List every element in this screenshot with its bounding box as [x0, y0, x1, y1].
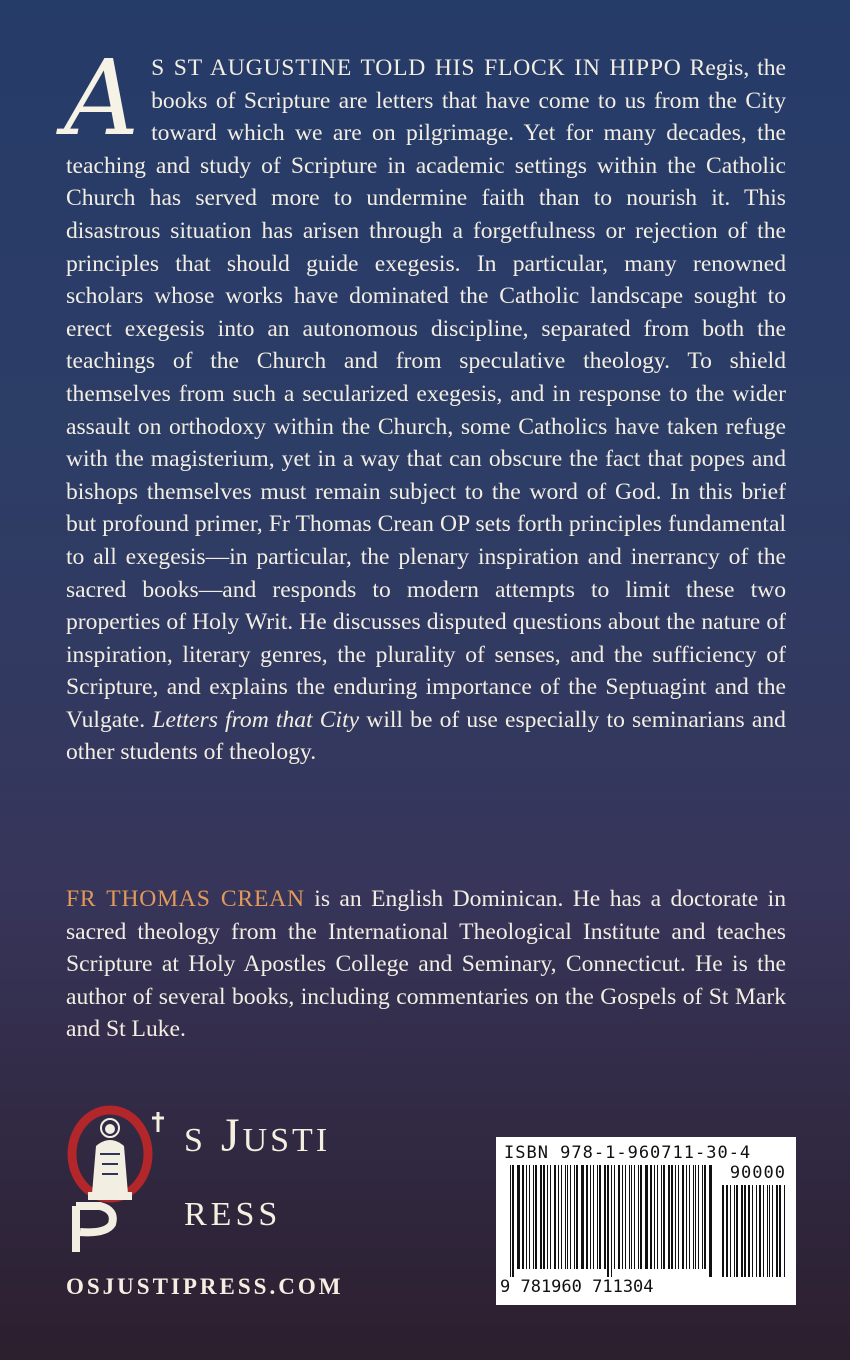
barcode-bar	[631, 1165, 632, 1269]
barcode-bar	[756, 1185, 757, 1277]
publisher-name-line2: ress	[184, 1183, 282, 1236]
barcode-bar	[654, 1165, 655, 1269]
barcode-bar	[529, 1165, 530, 1269]
barcode-bar	[645, 1165, 648, 1269]
barcode-bar	[576, 1165, 578, 1269]
barcode-bar	[512, 1165, 514, 1277]
publisher-name-line1: s Justi	[184, 1109, 331, 1162]
book-blurb	[64, 37, 786, 769]
barcode-bar	[752, 1185, 753, 1277]
barcode-bar	[726, 1185, 728, 1277]
barcode-bar	[510, 1165, 511, 1277]
barcode-bar	[604, 1165, 606, 1269]
barcode-bar	[734, 1185, 735, 1277]
barcode-bar	[540, 1165, 542, 1269]
barcode-bar	[661, 1165, 662, 1269]
barcode-bar	[522, 1165, 524, 1269]
barcode-bar	[663, 1165, 665, 1269]
barcode-bar	[517, 1165, 520, 1269]
drop-cap: A	[64, 37, 140, 159]
os-justi-emblem-icon	[66, 1102, 186, 1252]
barcode-bar	[693, 1165, 694, 1269]
barcode-bar	[547, 1165, 548, 1269]
barcode-bar	[611, 1165, 612, 1277]
blurb-book-title: Letters from that City	[152, 706, 360, 733]
barcode-bar	[558, 1165, 559, 1269]
author-bio	[66, 883, 786, 1046]
barcode-bar	[618, 1165, 620, 1269]
barcode-bar	[744, 1185, 746, 1277]
barcode-bar	[671, 1165, 673, 1269]
barcode-bar	[622, 1165, 623, 1269]
barcode-bar	[686, 1165, 687, 1269]
barcode-bar	[574, 1165, 575, 1269]
barcode-bar	[526, 1165, 527, 1269]
barcode-bar	[554, 1165, 556, 1269]
barcode-bar	[689, 1165, 690, 1269]
barcode-bar	[759, 1185, 761, 1277]
barcode-bar	[779, 1185, 781, 1277]
barcode-bar	[581, 1165, 584, 1269]
publisher-logo	[66, 1098, 406, 1308]
barcode-bar	[772, 1185, 773, 1277]
barcode-bar	[570, 1165, 571, 1269]
barcode-bar	[657, 1165, 658, 1269]
barcode-bar	[638, 1165, 639, 1269]
barcode-bar	[698, 1165, 699, 1269]
barcode-bar	[586, 1165, 588, 1269]
barcode-bar	[682, 1165, 684, 1269]
barcode-bar	[634, 1165, 635, 1269]
barcode-bar	[730, 1185, 731, 1277]
blurb-body: Regis, the books of Scripture are letters that have come to us from the City toward which we are on pilgrimage. Yet for many decades, the teaching and study of Scripture in academic settings within the Catholic Church has served more to undermine faith than to nourish it. This disastrous situation has arisen through a forgetfulness or rejection of the principles that should guide exegesis. In particular, many renowned scholars whose works have dominated the Catholic landscape sought to erect exegesis into an autonomous discipline, separated from both the teachings of the Church and from speculative theology. To shield themselves from such a secularized exegesis, and in response to the wider assault on orthodoxy within the Church, some Catholics have taken refuge with the magisterium, yet in a way that can obscure the fact that popes and bishops themselves must remain subject to the word of God. In this brief but profound primer, Fr Thomas Crean OP sets forth principles fundamental to all exegesis—in particular, the plenary inspiration and inerrancy of the sacred books—and responds to modern attempts to limit these two properties of Holy Writ. He discusses disputed questions about the nature of inspiration, literary genres, the plurality of senses, and the sufficiency of Scripture, and explains the enduring importance of the Septuagint and the Vulgate.	[66, 55, 786, 733]
blurb-lead-caps: S ST AUGUSTINE TOLD HIS FLOCK IN HIPPO	[151, 55, 682, 81]
barcode-bar	[668, 1165, 670, 1269]
barcode-bar	[533, 1165, 534, 1269]
price-addon-code: 90000	[729, 1163, 786, 1183]
barcode-bar	[736, 1185, 738, 1277]
barcode-bar	[776, 1185, 778, 1277]
isbn-label: ISBN 978-1-960711-30-4	[504, 1143, 752, 1163]
barcode-bar	[550, 1165, 551, 1269]
barcode-bar	[593, 1165, 594, 1269]
barcode-bar	[535, 1165, 537, 1269]
barcode-bar	[599, 1165, 601, 1269]
barcode-bar	[702, 1165, 703, 1269]
barcode-bar	[640, 1165, 642, 1269]
barcode-bar	[709, 1165, 712, 1277]
barcode-bar	[625, 1165, 626, 1269]
barcode-bar	[769, 1185, 770, 1277]
barcode-bar	[704, 1165, 706, 1269]
barcode-bar	[763, 1185, 764, 1277]
barcode-bar	[629, 1165, 630, 1269]
blurb-body-end: will be of use especially to seminarians and other students of theology.	[66, 706, 786, 766]
barcode-bar	[722, 1185, 724, 1277]
author-name: FR THOMAS CREAN	[66, 886, 305, 912]
barcode-bar	[784, 1185, 785, 1277]
barcode-bar	[565, 1165, 566, 1269]
publisher-website: OSJUSTIPRESS.COM	[66, 1274, 344, 1299]
barcode-bar	[590, 1165, 591, 1269]
barcode-bar	[561, 1165, 562, 1269]
barcode-bar	[597, 1165, 598, 1269]
barcode-bar	[748, 1185, 750, 1277]
barcode-bar	[614, 1165, 615, 1269]
barcode-bar	[607, 1165, 609, 1277]
barcode-bar	[650, 1165, 652, 1269]
author-bio-text: is an English Dominican. He has a doctorate in sacred theology from the International Theological Institute and teaches Scripture at Holy Apostles College and Seminary, Connecticut. He is the author of several books, including commentaries on the Gospels of St Mark and St Luke.	[66, 886, 786, 1043]
isbn-barcode	[496, 1137, 796, 1305]
barcode-bar	[567, 1165, 568, 1269]
barcode-bar	[543, 1165, 545, 1269]
barcode-bar	[767, 1185, 768, 1277]
barcode-bar	[675, 1165, 676, 1269]
ean-digits: 9 781960 711304	[500, 1277, 654, 1297]
barcode-bar	[678, 1165, 679, 1269]
barcode-bar	[741, 1185, 743, 1277]
barcode-bar	[695, 1165, 696, 1269]
